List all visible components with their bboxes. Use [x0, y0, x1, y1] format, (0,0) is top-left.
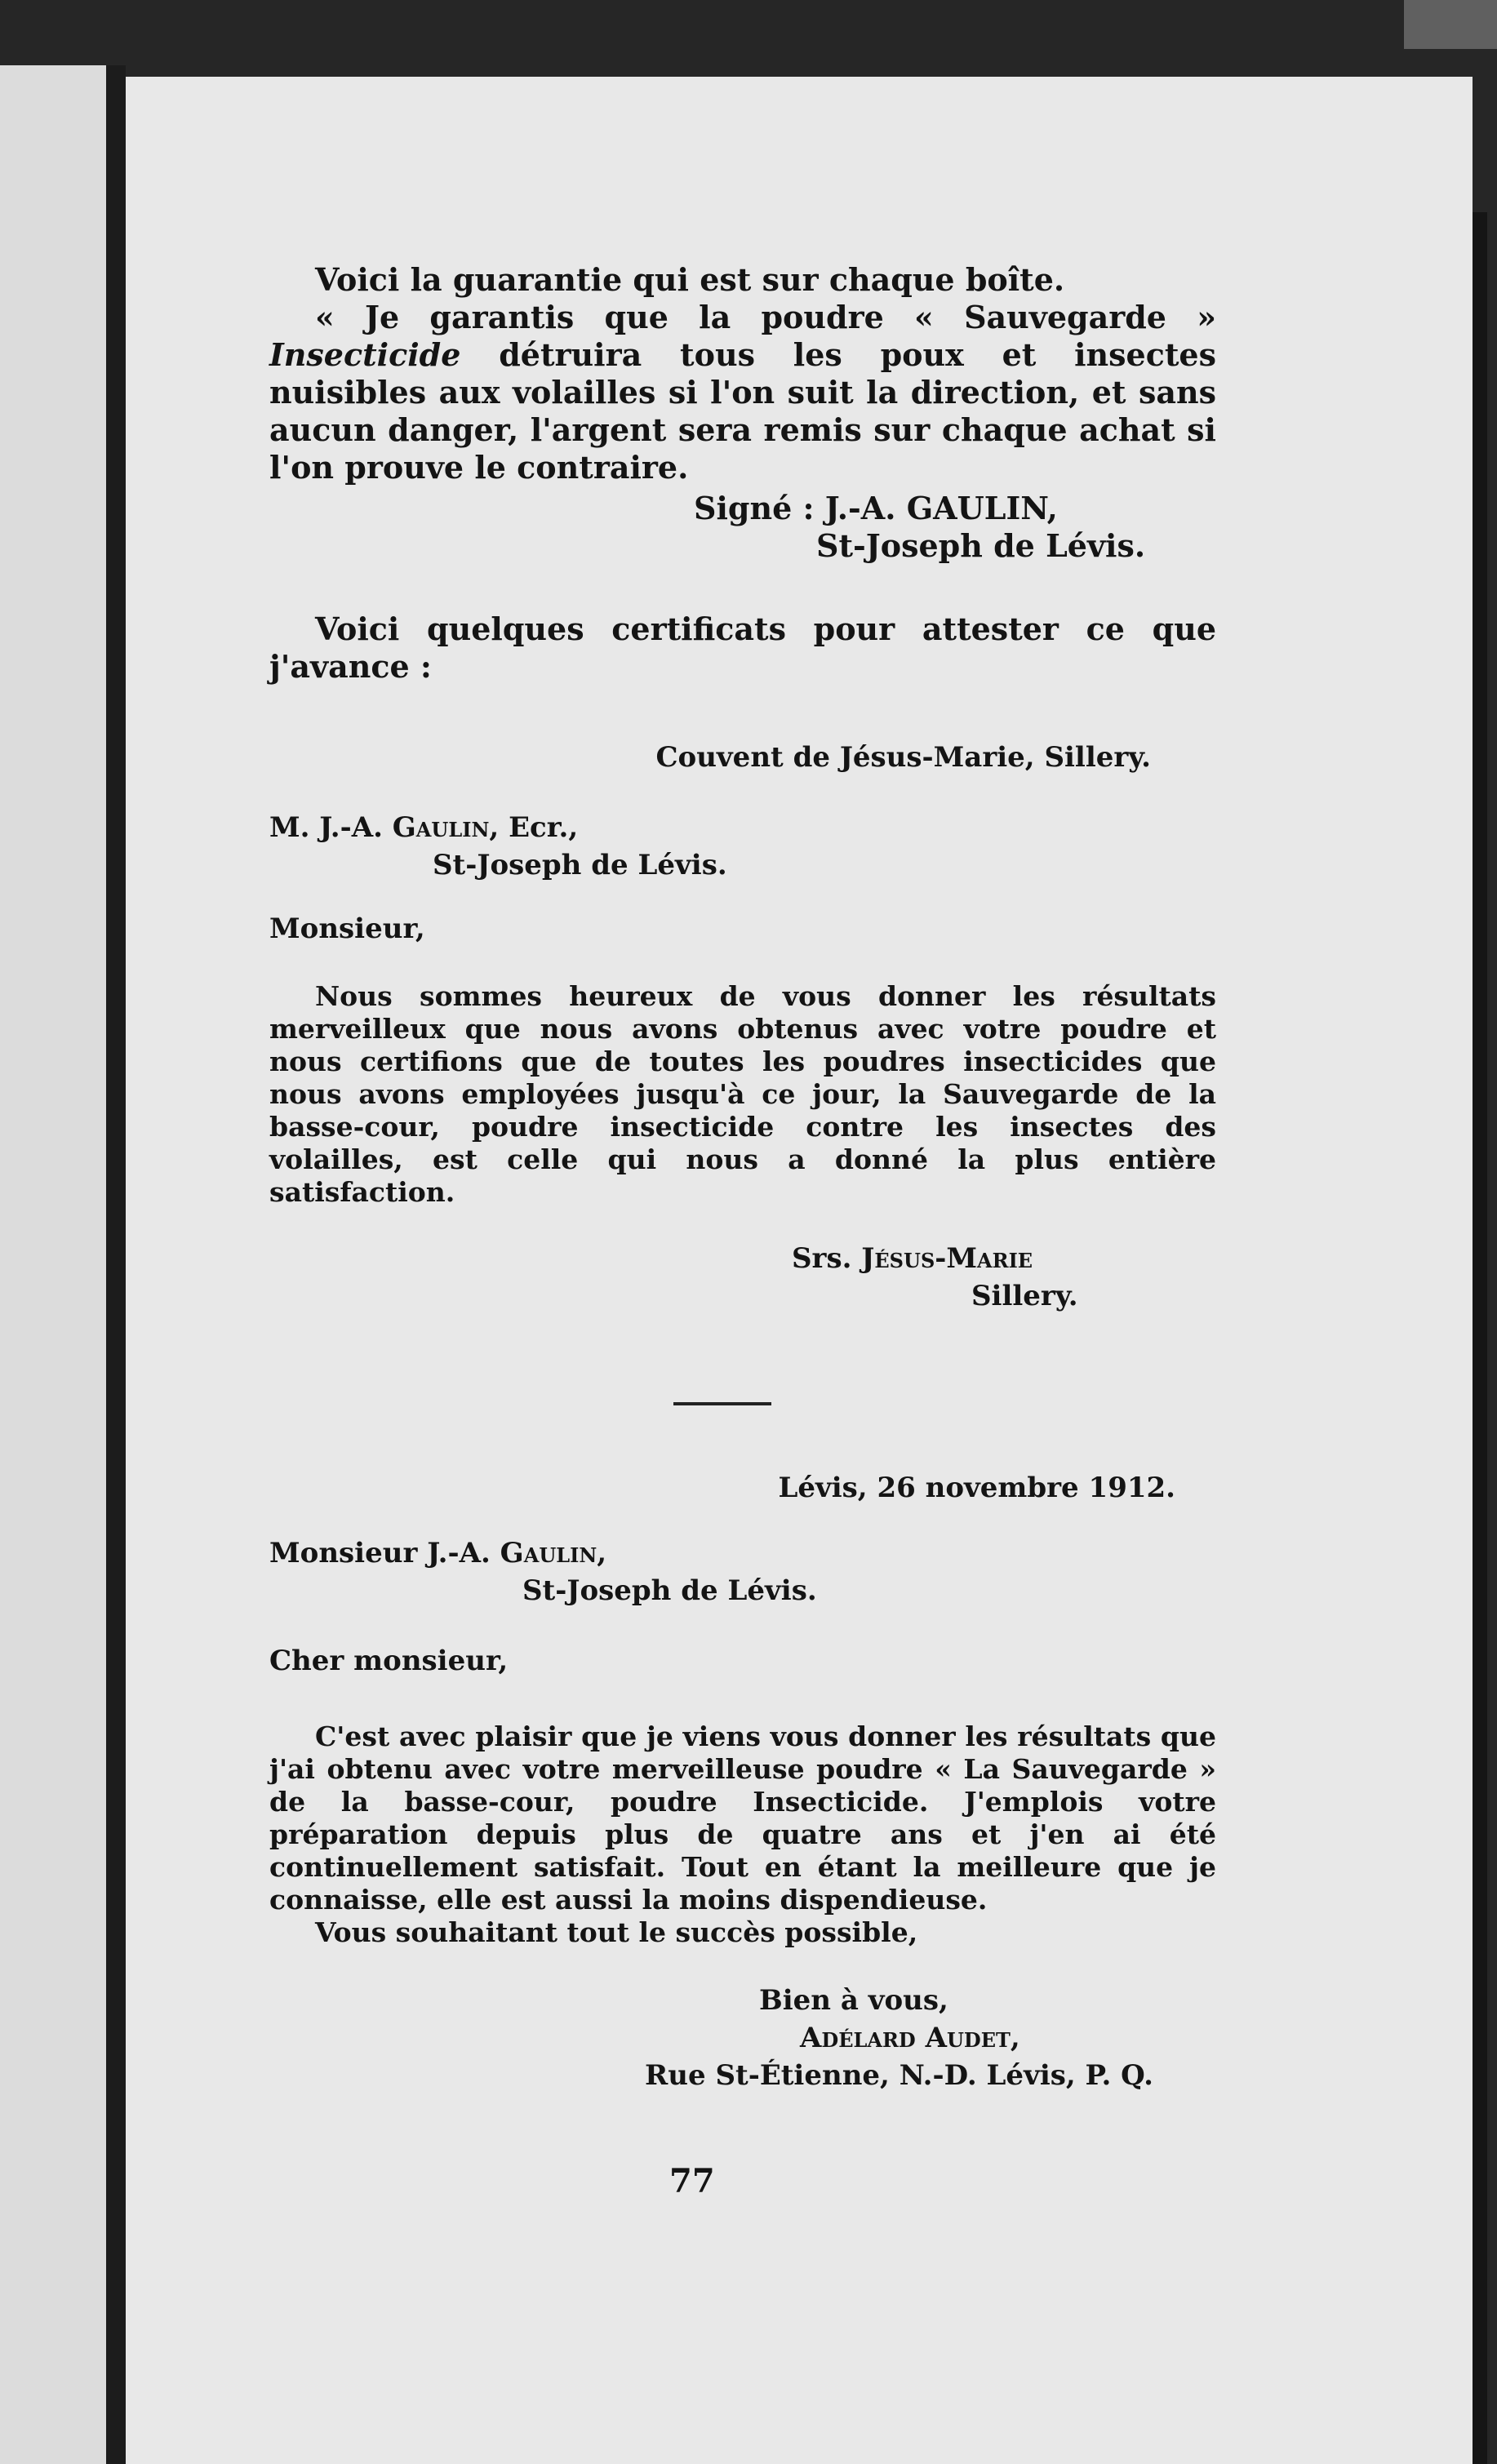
- book-gutter: [106, 65, 126, 2464]
- guarantee-quote: « Je garantis que la poudre « Sauvegarde » Insecticide détruira tous les poux et insectes nuisibles aux volailles si l'on suit la direction, et sans aucun danger, l'argent sera remis sur chaque achat si l'on prouve le contraire.: [269, 299, 1216, 486]
- letter2-signature-name: Adélard Audet,: [800, 2022, 1020, 2054]
- certificates-intro: Voici quelques certificats pour attester ce que j'avance :: [269, 610, 1216, 685]
- letter2-addressee: Monsieur J.-A. Gaulin,: [269, 1537, 607, 1569]
- guarantee-intro: Voici la guarantie qui est sur chaque boîte.: [315, 261, 1065, 298]
- letter1-signature-place: Sillery.: [971, 1280, 1078, 1312]
- letter2-salutation: Cher monsieur,: [269, 1645, 509, 1677]
- letter2-body: C'est avec plaisir que je viens vous donner les résultats que j'ai obtenu avec votre merveilleuse poudre « La Sauvegarde » de la basse-cour, poudre Insecticide. J'emplois votre préparation depuis plus de quatre ans et j'en ai été continuellement satisfait. Tout en étant la meilleure que je connaisse, elle est aussi la moins dispendieuse.: [269, 1720, 1216, 1916]
- letter2-valediction: Bien à vous,: [759, 1984, 948, 2017]
- letter2-signature-address: Rue St-Étienne, N.-D. Lévis, P. Q.: [645, 2059, 1153, 2092]
- page-number: 77: [669, 2162, 715, 2200]
- letter2-addressee-place: St-Joseph de Lévis.: [522, 1574, 817, 1607]
- letter2-date: Lévis, 26 novembre 1912.: [778, 1472, 1175, 1504]
- letter2-closing-line: Vous souhaitant tout le succès possible,: [315, 1916, 918, 1948]
- scan-artifact: [1404, 0, 1497, 49]
- letter-1: [269, 739, 1216, 1315]
- guarantee-signature: [269, 490, 1216, 565]
- insecticide-italic: Insecticide: [269, 336, 461, 373]
- letter-2: [269, 1469, 1216, 2094]
- signed-place: St-Joseph de Lévis.: [816, 527, 1146, 564]
- section-divider: [673, 1402, 771, 1405]
- certificates-intro-section: [269, 610, 1216, 686]
- letter1-addressee-place: St-Joseph de Lévis.: [433, 849, 727, 881]
- letter1-addressee: M. J.-A. Gaulin, Ecr.,: [269, 811, 579, 844]
- letter1-signature: Srs. Jésus-Marie: [792, 1242, 1033, 1275]
- letter1-header: Couvent de Jésus-Marie, Sillery.: [655, 741, 1151, 774]
- guarantee-section: [269, 261, 1216, 565]
- page-shadow-edge: [1473, 212, 1487, 2464]
- letter1-body: Nous sommes heureux de vous donner les résultats merveilleux que nous avons obtenus avec votre poudre et nous certifions que de toutes les poudres insecticides que nous avons employées jusqu'à ce jour, la Sauvegarde de la basse-cour, poudre insecticide contre les insectes des volailles, est celle qui nous a donné la plus entière satisfaction.: [269, 980, 1216, 1208]
- letter1-salutation: Monsieur,: [269, 912, 425, 945]
- signed-label: Signé : J.-A. GAULIN,: [694, 490, 1058, 526]
- facing-page-edge: [0, 65, 106, 2464]
